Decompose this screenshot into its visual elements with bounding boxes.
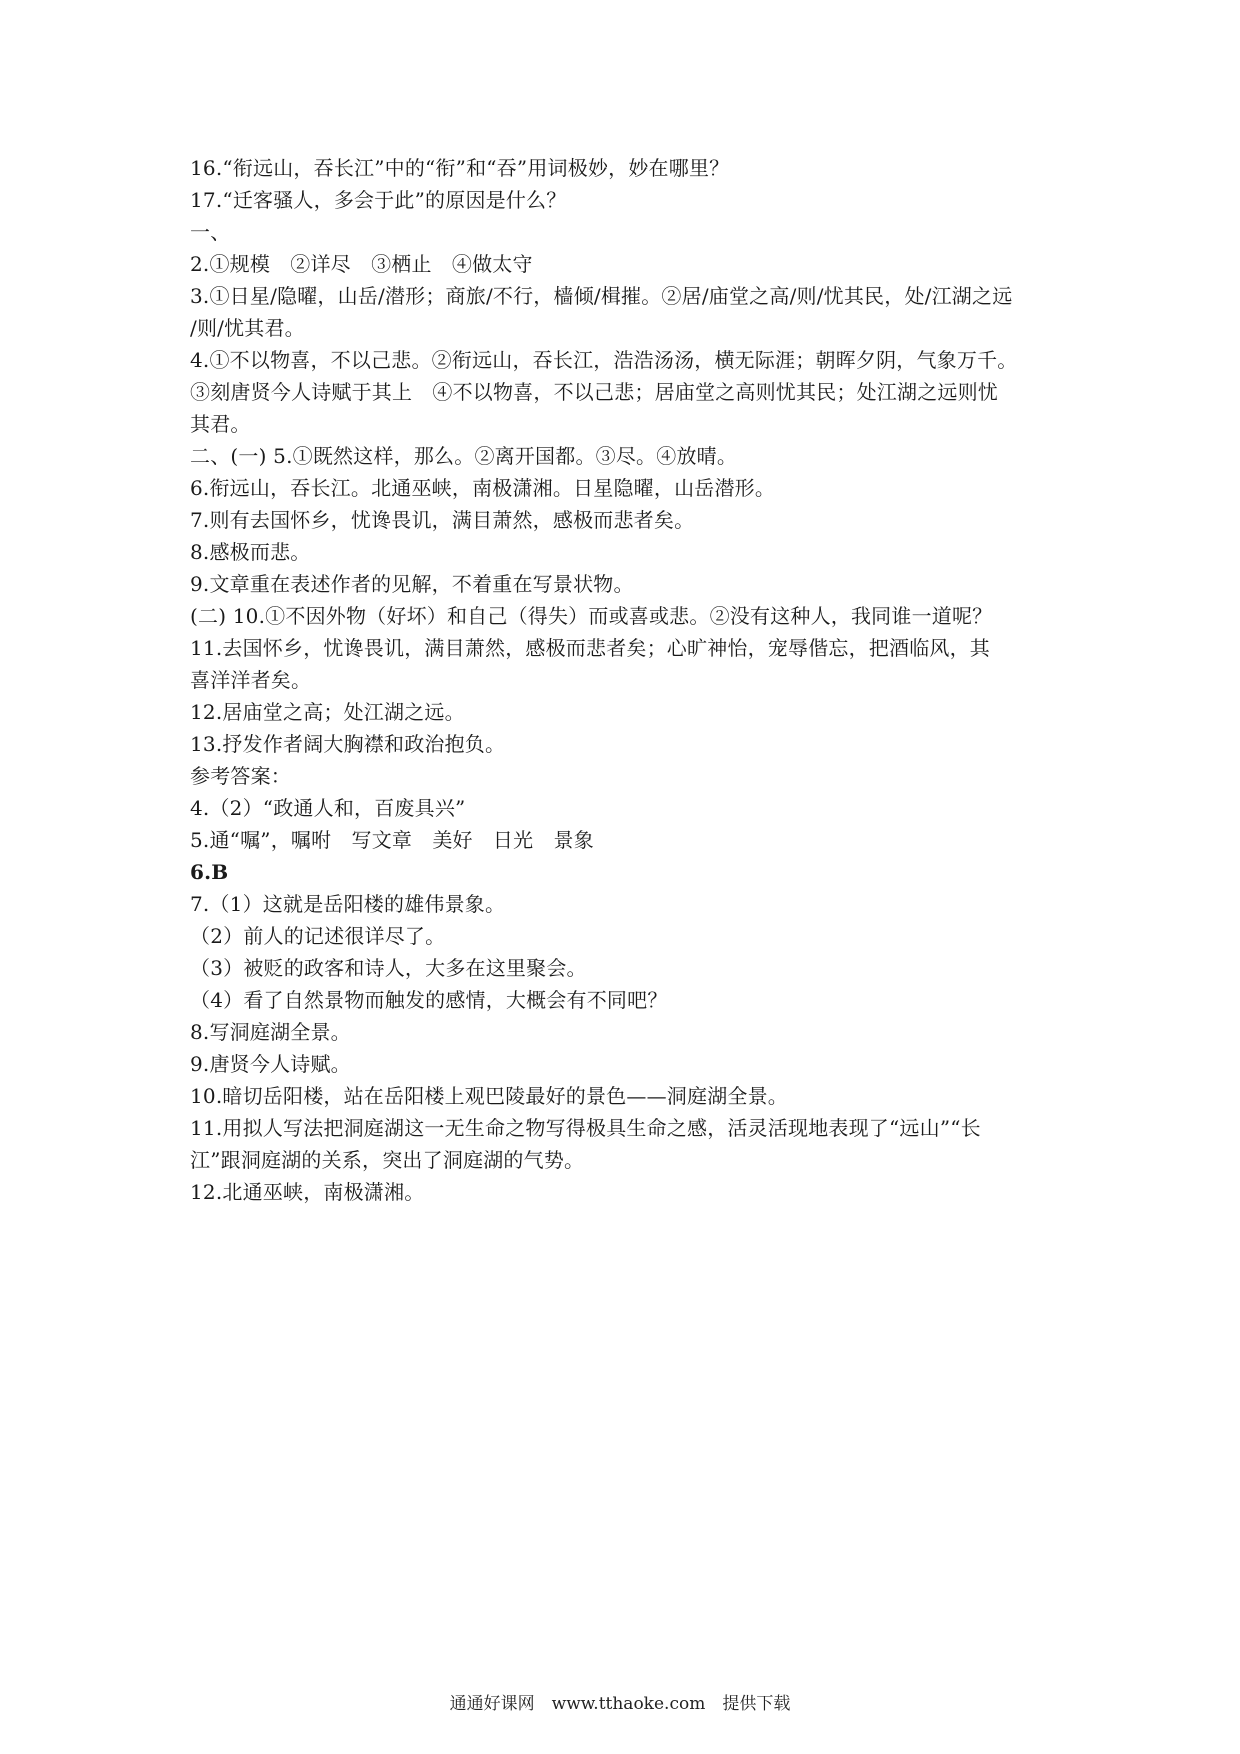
text-line-5: 3.①日星/隐曜，山岳/潜形；商旅/不行，樯倾/楫摧。②居/庙堂之高/则/忧其民，处/江湖之远 xyxy=(190,284,1013,308)
text-line-32: 江”跟洞庭湖的关系，突出了洞庭湖的气势。 xyxy=(190,1148,585,1172)
text-line-23: 6.B xyxy=(190,860,229,884)
text-line-17: 喜洋洋者矣。 xyxy=(190,668,312,692)
text-line-20: 参考答案： xyxy=(190,764,291,788)
text-line-25: （2）前人的记述很详尽了。 xyxy=(190,924,446,948)
text-line-27: （4）看了自然景物而触发的感情，大概会有不同吧？ xyxy=(190,988,668,1012)
text-line-24: 7.（1）这就是岳阳楼的雄伟景象。 xyxy=(190,892,506,916)
text-line-14: 9.文章重在表述作者的见解，不着重在写景状物。 xyxy=(190,572,634,596)
text-line-13: 8.感极而悲。 xyxy=(190,540,311,564)
text-line-33: 12.北通巫峡，南极潇湘。 xyxy=(190,1180,425,1204)
page-footer: 通通好课网 www.tthaoke.com 提供下载 xyxy=(449,1694,791,1714)
text-line-28: 8.写洞庭湖全景。 xyxy=(190,1020,351,1044)
text-line-31: 11.用拟人写法把洞庭湖这一无生命之物写得极具生命之感，活灵活现地表现了“远山”“长 xyxy=(190,1116,981,1140)
text-line-12: 7.则有去国怀乡，忧谗畏讥，满目萧然，感极而悲者矣。 xyxy=(190,508,695,532)
text-line-11: 6.衔远山，吞长江。北通巫峡，南极潇湘。日星隐曜，山岳潜形。 xyxy=(190,476,776,500)
text-line-21: 4.（2）“政通人和，百废具兴” xyxy=(190,796,466,820)
text-line-3: 一、 xyxy=(190,220,231,244)
text-line-2: 17.“迁客骚人，多会于此”的原因是什么？ xyxy=(190,188,567,212)
text-line-15: (二) 10.①不因外物（好坏）和自己（得失）而或喜或悲。②没有这种人，我同谁一道呢？ xyxy=(190,604,993,628)
text-line-26: （3）被贬的政客和诗人，大多在这里聚会。 xyxy=(190,956,587,980)
text-line-16: 11.去国怀乡，忧谗畏讥，满目萧然，感极而悲者矣；心旷神怡，宠辱偕忘，把酒临风，其 xyxy=(190,636,991,660)
text-line-1: 16.“衔远山，吞长江”中的“衔”和“吞”用词极妙，妙在哪里？ xyxy=(190,156,730,180)
text-line-9: 其君。 xyxy=(190,412,251,436)
text-line-10: 二、(一) 5.①既然这样，那么。②离开国都。③尽。④放晴。 xyxy=(190,444,738,468)
text-line-29: 9.唐贤今人诗赋。 xyxy=(190,1052,351,1076)
text-line-19: 13.抒发作者阔大胸襟和政治抱负。 xyxy=(190,732,506,756)
text-line-30: 10.暗切岳阳楼，站在岳阳楼上观巴陵最好的景色——洞庭湖全景。 xyxy=(190,1084,789,1108)
text-line-4: 2.①规模 ②详尽 ③栖止 ④做太守 xyxy=(190,252,533,276)
text-line-8: ③刻唐贤今人诗赋于其上 ④不以物喜，不以己悲；居庙堂之高则忧其民；处江湖之远则忧 xyxy=(190,380,998,404)
text-line-7: 4.①不以物喜，不以己悲。②衔远山，吞长江，浩浩汤汤，横无际涯；朝晖夕阴，气象万千。 xyxy=(190,348,1018,372)
text-line-18: 12.居庙堂之高；处江湖之远。 xyxy=(190,700,465,724)
text-line-6: /则/忧其君。 xyxy=(190,316,305,340)
document-body xyxy=(190,152,1060,1208)
text-line-22: 5.通“嘱”，嘱咐 写文章 美好 日光 景象 xyxy=(190,828,594,852)
